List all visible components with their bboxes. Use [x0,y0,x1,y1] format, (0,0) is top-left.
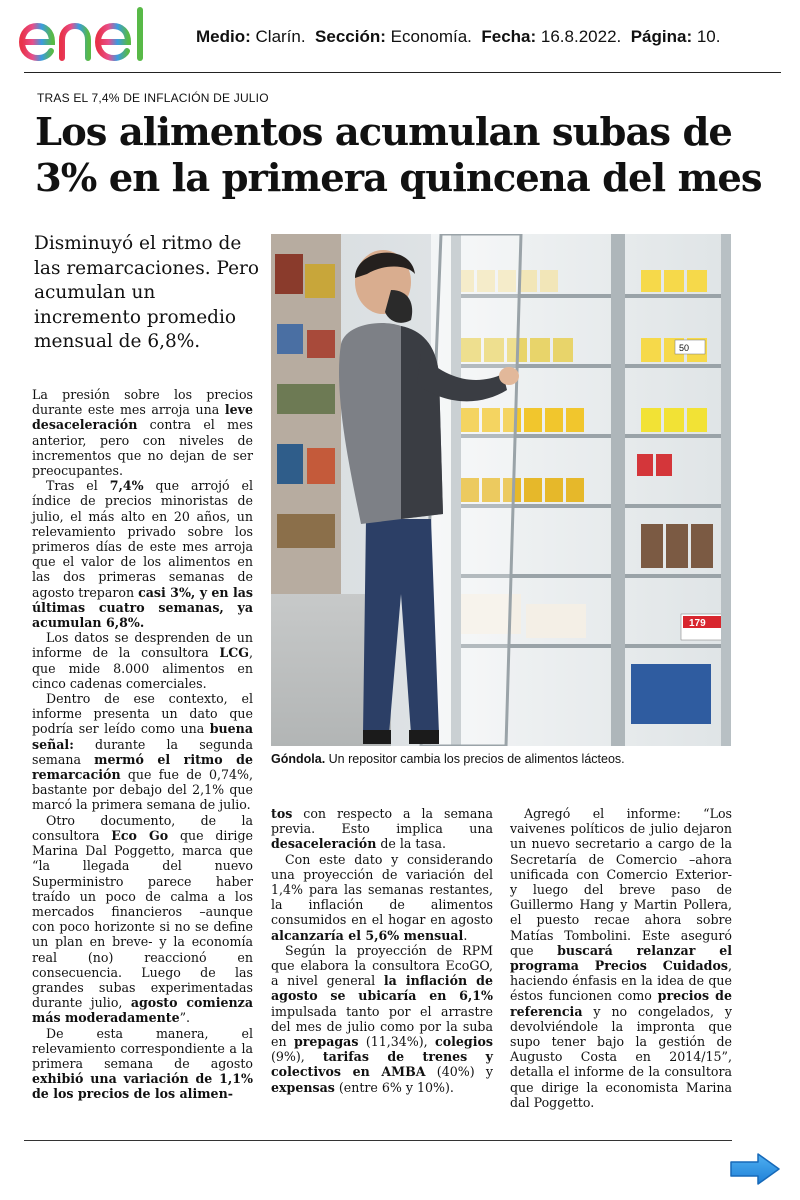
article-photo [271,234,731,746]
pagina-label: Página: [630,27,693,46]
paragraph: Los datos se desprenden de un informe de la consultora LCG, que mide 8.000 alimentos en cinco cadenas comerciales. [32,630,253,691]
article-deck: Disminuyó el ritmo de las remarcaciones. Pero acumulan un incremento promedio mensual de 6,8%. [34,233,259,352]
paragraph: Tras el 7,4% que arrojó el índice de precios minoristas de julio, el más alto en 20 años, un relevamiento privado sobre los primeros días de este mes arroja que el valor de los alimentos en las dos primeras semanas de agosto treparon casi 3%, y en las últimas cuatro semanas, ya acumulan 6,8%. [32,478,254,631]
article-column-1 [32,387,253,1102]
seccion-value: Economía. [390,27,472,46]
header-divider [24,72,781,73]
article-column-2 [271,806,493,1095]
paragraph: tos con respecto a la semana previa. Esto implica una desaceleración de la tasa. [271,806,493,852]
article-kicker: TRAS EL 7,4% DE INFLACIÓN DE JULIO [37,91,269,105]
medio-label: Medio: [196,27,251,46]
paragraph: Con este dato y considerando una proyección de variación del 1,4% para las semanas restantes, la inflación de alimentos consumidos en el hogar en agosto alcanzaría el 5,6% mensual. [271,851,493,943]
photo-caption [271,752,741,766]
arrow-right-icon[interactable] [728,1152,782,1186]
paragraph: Dentro de ese contexto, el informe presenta un dato que podría ser leído como una buena señal: durante la segunda semana mermó el ritmo de remarcación que fue de 0,74%, bastante por debajo del 2,1% que marcó la primera semana de julio. [32,691,253,813]
seccion-label: Sección: [315,27,386,46]
article-column-3 [510,806,732,1110]
paragraph: La presión sobre los precios durante este mes arroja una leve desaceleración contra el mes anterior, pero con niveles de incrementos que no dejan de ser preocupantes. [32,387,253,479]
price-tag-179: 179 [689,618,706,629]
headline-line-1: Los alimentos acumulan subas de [35,110,732,155]
price-tag-fifty: 50 [679,343,690,353]
footer-divider [24,1140,732,1141]
clipping-meta [196,27,720,47]
fecha-value: 16.8.2022. [540,27,622,46]
medio-value: Clarín. [255,27,306,46]
caption-text: Un repositor cambia los precios de alimentos lácteos. [325,752,625,766]
paragraph: Otro documento, de la consultora Eco Go que dirige Marina Dal Poggetto, marca que “la llegada del nuevo Superministro parece haber traído un poco de calma a los mercados financieros –aunque con poco horizonte si no se define un plan en breve- y la economía real (no) reaccionó en consecuencia. Luego de las grandes subas experimentadas durante julio, agosto comienza más moderadamente”. [32,812,253,1026]
paragraph: Según la proyección de RPM que elabora la consultora EcoGO, a nivel general la inflación de agosto se ubicaría en 6,1% impulsada tanto por el arrastre del mes de julio como por la suba en prepagas (11,34%), colegios (9%), tarifas de trenes y colectivos en AMBA (40%) y expensas (entre 6% y 10%). [271,942,494,1095]
paragraph: De esta manera, el relevamiento correspondiente a la primera semana de agosto exhibió una variación de 1,1% de los precios de los alimen- [32,1025,253,1102]
caption-label: Góndola. [271,752,326,766]
pagina-value: 10. [696,27,721,46]
fecha-label: Fecha: [481,27,537,46]
paragraph: Agregó el informe: “Los vaivenes políticos de julio dejaron un nuevo secretario a cargo de la Secretaría de Comercio –ahora unificada con Comercio Exterior- y luego del breve paso de Guillermo Hang y Martin Pollera, el puesto recae ahora sobre Matías Tombolini. Este aseguró que buscará relanzar el programa Precios Cuidados, haciendo énfasis en la idea de que éstos funcionen como precios de referencia y no congelados, y devolviéndole la impronta que supo tener bajo la gestión de Augusto Costa en 2014/15”, detalla el informe de la consultora que dirige la economista Marina dal Poggetto. [510,806,732,1110]
headline-line-2: 3% en la primera quincena del mes [35,156,762,201]
enel-logo [18,6,178,66]
article-headline [35,110,775,202]
